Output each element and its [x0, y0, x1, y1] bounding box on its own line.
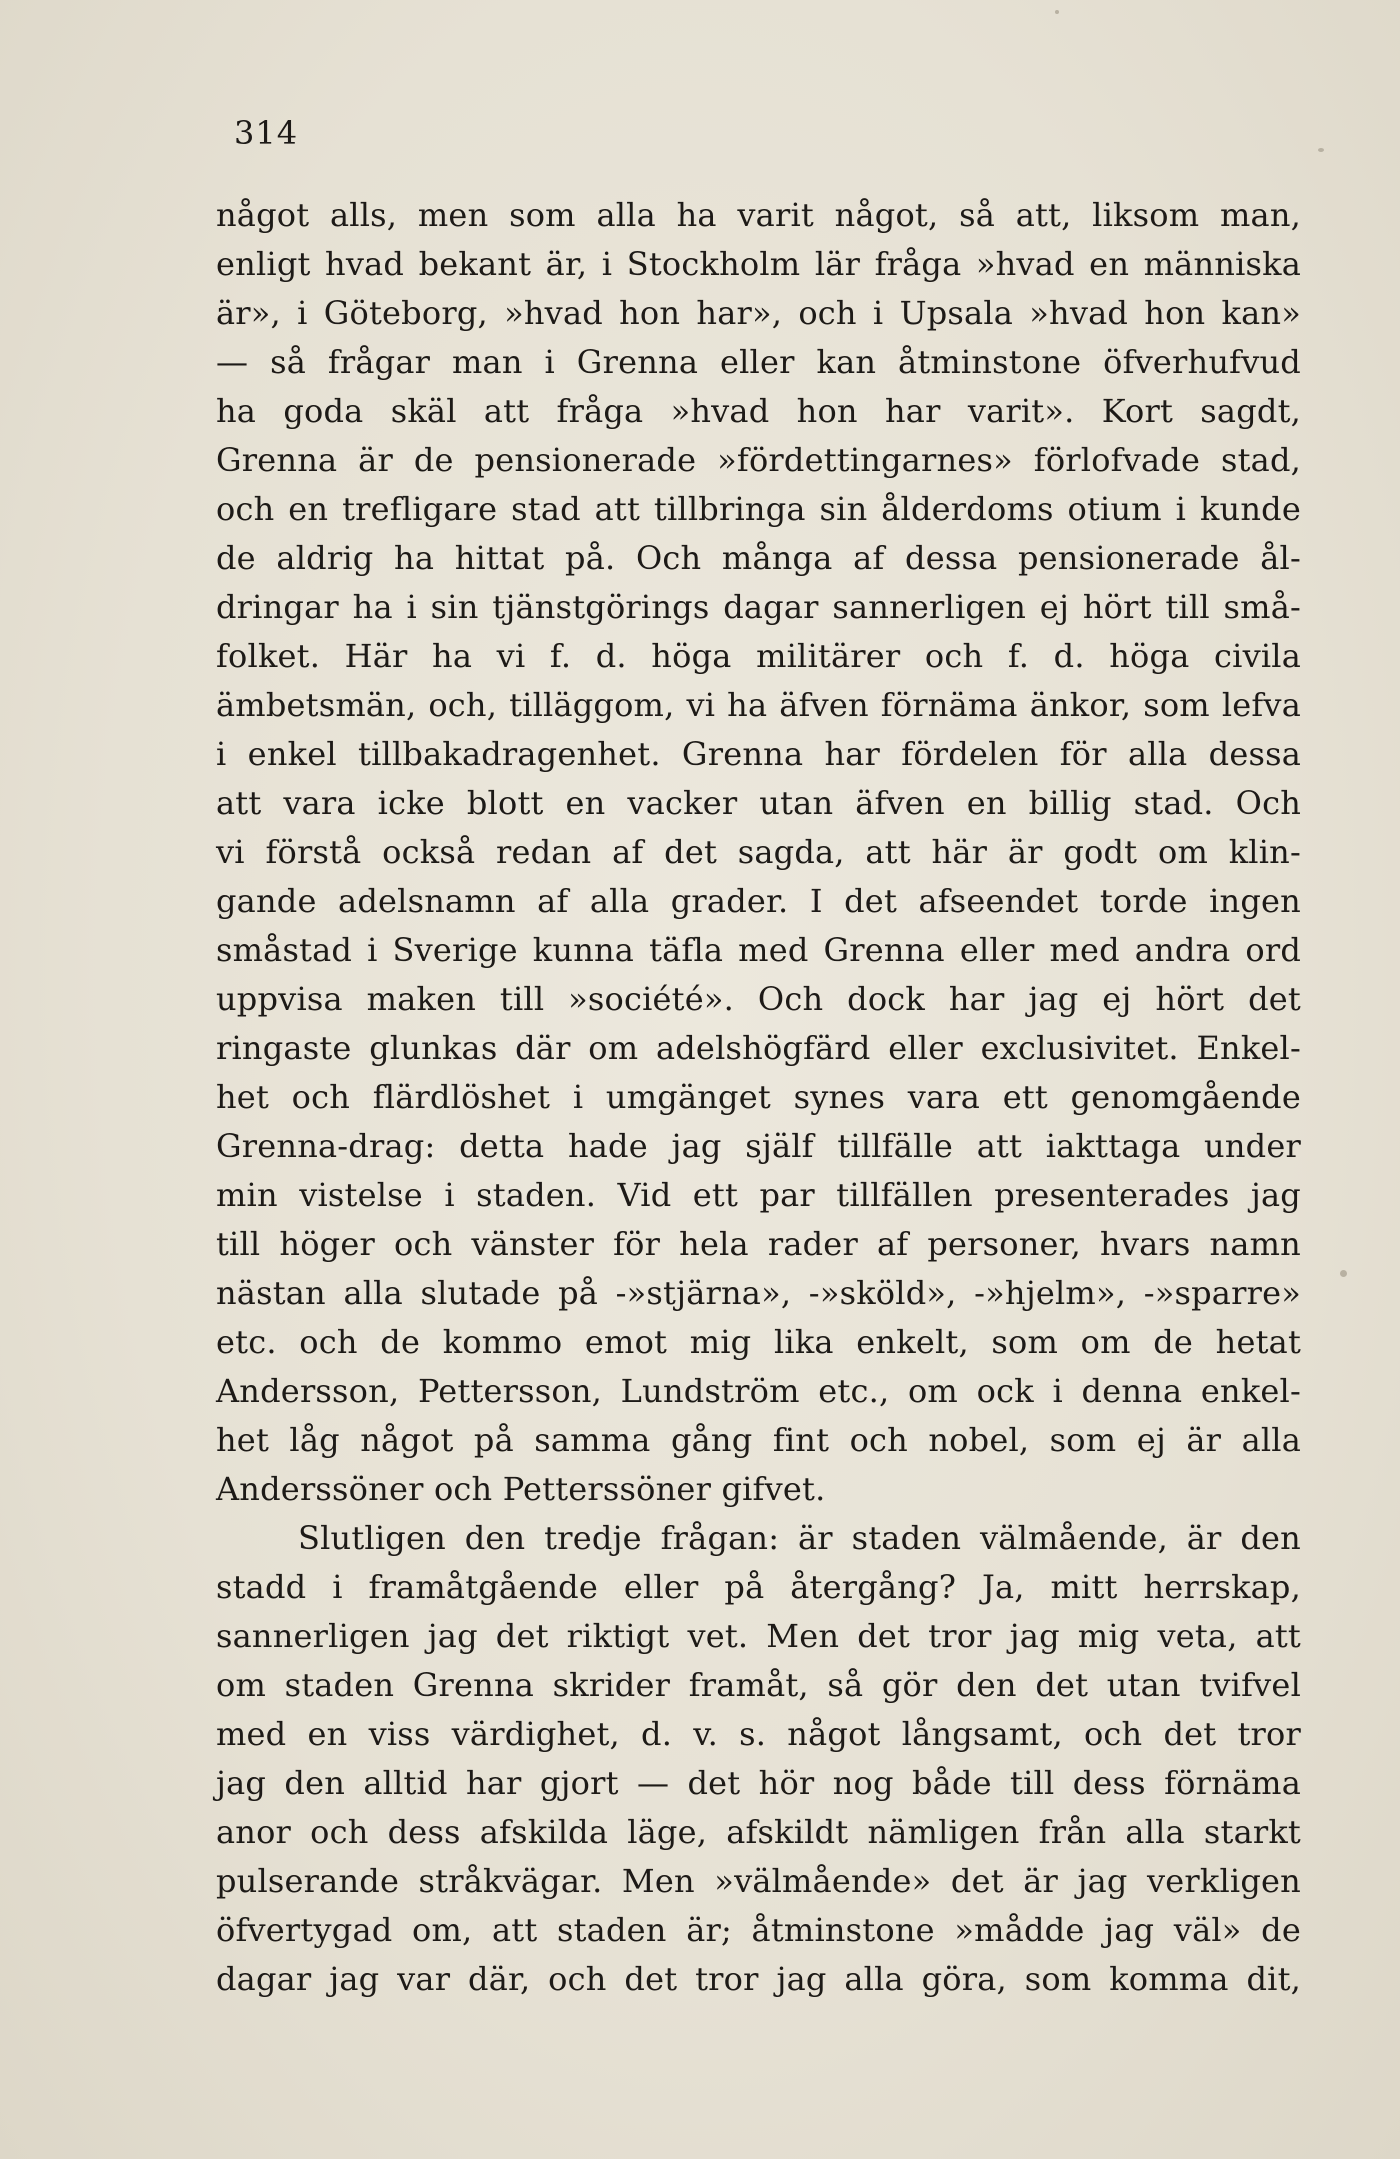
text-line: — så frågar man i Grenna eller kan åtminstone öfverhufvud — [216, 343, 1301, 381]
text-line: pulserande stråkvägar. Men »välmående» det är jag verkligen — [216, 1862, 1301, 1900]
text-line: är», i Göteborg, »hvad hon har», och i Upsala »hvad hon kan» — [216, 294, 1301, 332]
text-line: ringaste glunkas där om adelshögfärd eller exclusivitet. Enkel- — [216, 1029, 1301, 1067]
text-line: het och flärdlöshet i umgänget synes vara ett genomgående — [216, 1078, 1301, 1116]
text-line: Anderssöner och Petterssöner gifvet. — [216, 1470, 826, 1508]
text-line: stadd i framåtgående eller på återgång? Ja, mitt herrskap, — [216, 1568, 1301, 1606]
text-line: om staden Grenna skrider framåt, så gör den det utan tvifvel — [216, 1666, 1301, 1704]
text-line: enligt hvad bekant är, i Stockholm lär fråga »hvad en människa — [216, 245, 1301, 283]
text-line: Grenna är de pensionerade »fördettingarnes» förlofvade stad, — [216, 441, 1301, 479]
text-line: uppvisa maken till »société». Och dock har jag ej hört det — [216, 980, 1301, 1018]
text-line: Andersson, Pettersson, Lundström etc., om ock i denna enkel- — [216, 1372, 1301, 1410]
page-number: 314 — [234, 114, 299, 152]
text-line: de aldrig ha hittat på. Och många af dessa pensionerade ål- — [216, 539, 1301, 577]
paper-speck — [1340, 1270, 1347, 1277]
text-line: anor och dess afskilda läge, afskildt nämligen från alla starkt — [216, 1813, 1301, 1851]
text-line: Grenna-drag: detta hade jag själf tillfälle att iakttaga under — [216, 1127, 1301, 1165]
text-line: vi förstå också redan af det sagda, att här är godt om klin- — [216, 833, 1301, 871]
text-line: min vistelse i staden. Vid ett par tillfällen presenterades jag — [216, 1176, 1301, 1214]
text-line: folket. Här ha vi f. d. höga militärer och f. d. höga civila — [216, 637, 1301, 675]
text-line: dagar jag var där, och det tror jag alla göra, som komma dit, — [216, 1960, 1301, 1998]
text-line: med en viss värdighet, d. v. s. något långsamt, och det tror — [216, 1715, 1301, 1753]
text-line: till höger och vänster för hela rader af personer, hvars namn — [216, 1225, 1301, 1263]
text-line: het låg något på samma gång fint och nobel, som ej är alla — [216, 1421, 1301, 1459]
text-line: sannerligen jag det riktigt vet. Men det tror jag mig veta, att — [216, 1617, 1301, 1655]
body-text — [216, 191, 1301, 2004]
text-line: etc. och de kommo emot mig lika enkelt, som om de hetat — [216, 1323, 1301, 1361]
text-line: jag den alltid har gjort — det hör nog både till dess förnäma — [216, 1764, 1301, 1802]
text-line: i enkel tillbakadragenhet. Grenna har fördelen för alla dessa — [216, 735, 1301, 773]
text-line: något alls, men som alla ha varit något, så att, liksom man, — [216, 196, 1301, 234]
paper-speck — [1318, 148, 1324, 152]
text-line: småstad i Sverige kunna täfla med Grenna eller med andra ord — [216, 931, 1301, 969]
paper-speck — [1055, 10, 1059, 14]
text-line: gande adelsnamn af alla grader. I det afseendet torde ingen — [216, 882, 1301, 920]
text-line: att vara icke blott en vacker utan äfven en billig stad. Och — [216, 784, 1301, 822]
text-line: nästan alla slutade på -»stjärna», -»sköld», -»hjelm», -»sparre» — [216, 1274, 1301, 1312]
text-line: och en trefligare stad att tillbringa sin ålderdoms otium i kunde — [216, 490, 1301, 528]
text-line: Slutligen den tredje frågan: är staden välmående, är den — [298, 1519, 1301, 1557]
text-line: ämbetsmän, och, tilläggom, vi ha äfven förnäma änkor, som lefva — [216, 686, 1301, 724]
text-line: ha goda skäl att fråga »hvad hon har varit». Kort sagdt, — [216, 392, 1301, 430]
text-line: dringar ha i sin tjänstgörings dagar sannerligen ej hört till små- — [216, 588, 1301, 626]
text-line: öfvertygad om, att staden är; åtminstone »mådde jag väl» de — [216, 1911, 1301, 1949]
